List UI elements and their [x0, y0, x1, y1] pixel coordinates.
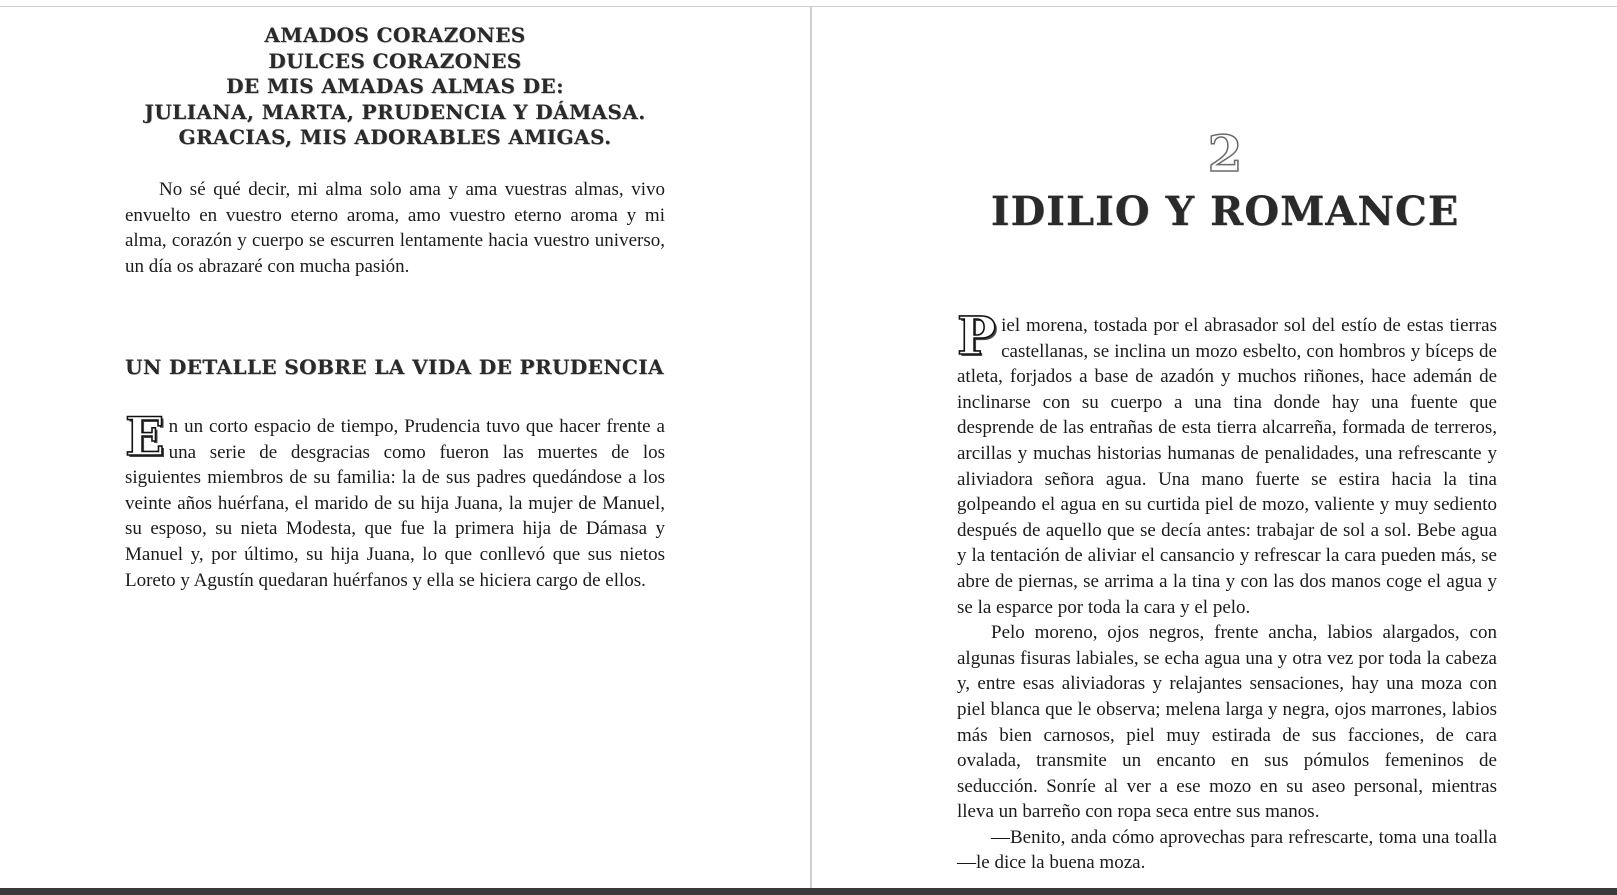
chapter-title: IDILIO Y ROMANCE: [990, 188, 1460, 235]
dedication-line: JULIANA, MARTA, PRUDENCIA Y DÁMASA.: [144, 99, 646, 124]
chapter-number: 2: [1207, 124, 1243, 183]
dedication: [125, 23, 665, 151]
chapter-paragraph: Pelo moreno, ojos negros, frente ancha, labios alargados, con algunas fisuras labiales, se echa agua una y otra vez por toda la cabeza y, entre esas aliviadoras y relajantes sensaciones, hay una moza con piel blanca que le observa; melena larga y negra, ojos marrones, labios más bien carnosos, piel muy estirada de sus facciones, de cara ovalada, transmite un encanto en sus pómulos femeninos de seducción. Sonríe al ver a ese mozo en su aseo personal, mientras lleva un barreño con ropa seca entre sus manos.: [957, 622, 1497, 823]
section-paragraph-text: n un corto espacio de tiempo, Prudencia tuvo que hacer frente a una serie de desgracias como fueron las muertes de los siguientes miembros de su familia: la de sus padres quedándose a los veinte años huérfana, el marido de su hija Juana, la mujer de Manuel, su esposo, su nieta Modesta, que fue la primera hija de Dámasa y Manuel y, por último, su hija Juana, lo que conllevó que sus nietos Loreto y Agustín quedaran huérfanos y ella se hiciera cargo de ellos.: [125, 416, 665, 591]
dedication-line: DE MIS AMADAS ALMAS DE:: [226, 74, 564, 98]
drop-cap-letter: E: [125, 407, 165, 468]
bottom-bar: [0, 888, 1617, 895]
dialogue-paragraph: —Benito, anda cómo aprovechas para refrescarte, toma una toalla —le dice la buena moza.: [957, 826, 1497, 874]
chapter-body: [957, 306, 1497, 876]
dedication-line: DULCES CORAZONES: [268, 48, 522, 73]
dedication-line: AMADOS CORAZONES: [264, 23, 526, 47]
chapter-paragraph-text: iel morena, tostada por el abrasador sol del estío de estas tierras castellanas, se inclina un mozo esbelto, con hombros y bíceps de atleta, forjados a base de azadón y muchos riñones, hace ademán de inclinarse con su cuerpo a una tina donde hay una fuente que desprende de las entrañas de esta tierra alcarreña, formada de terreros, arcillas y muchas historias humanas de penalidades, una refrescante y aliviadora señora agua. Una mano fuerte se estira hacia la tina golpeando el agua en su curtida piel de mozo, valiente y muy sediento después de aquello que se decía antes: trabajar de sol a sol. Bebe agua y la tentación de aliviar el cansancio y refrescar la cara pueden más, se abre de piernas, se arrima a la tina y con las dos manos coge el agua y se la esparce por toda la cara y el pelo.: [957, 315, 1497, 618]
section-paragraph: [125, 407, 665, 593]
dedication-line: GRACIAS, MIS ADORABLES AMIGAS.: [178, 125, 612, 149]
drop-cap-letter: P: [957, 306, 997, 367]
chapter-paragraph: [957, 306, 1497, 620]
intro-paragraph: No sé qué decir, mi alma solo ama y ama vuestras almas, vivo envuelto en vuestro eterno aroma, amo vuestro eterno aroma y mi alma, corazón y cuerpo se escurren lentamente hacia vuestro universo, un día os abrazaré con mucha pasión.: [125, 179, 665, 277]
section-heading: UN DETALLE SOBRE LA VIDA DE PRUDENCIA: [125, 355, 664, 379]
